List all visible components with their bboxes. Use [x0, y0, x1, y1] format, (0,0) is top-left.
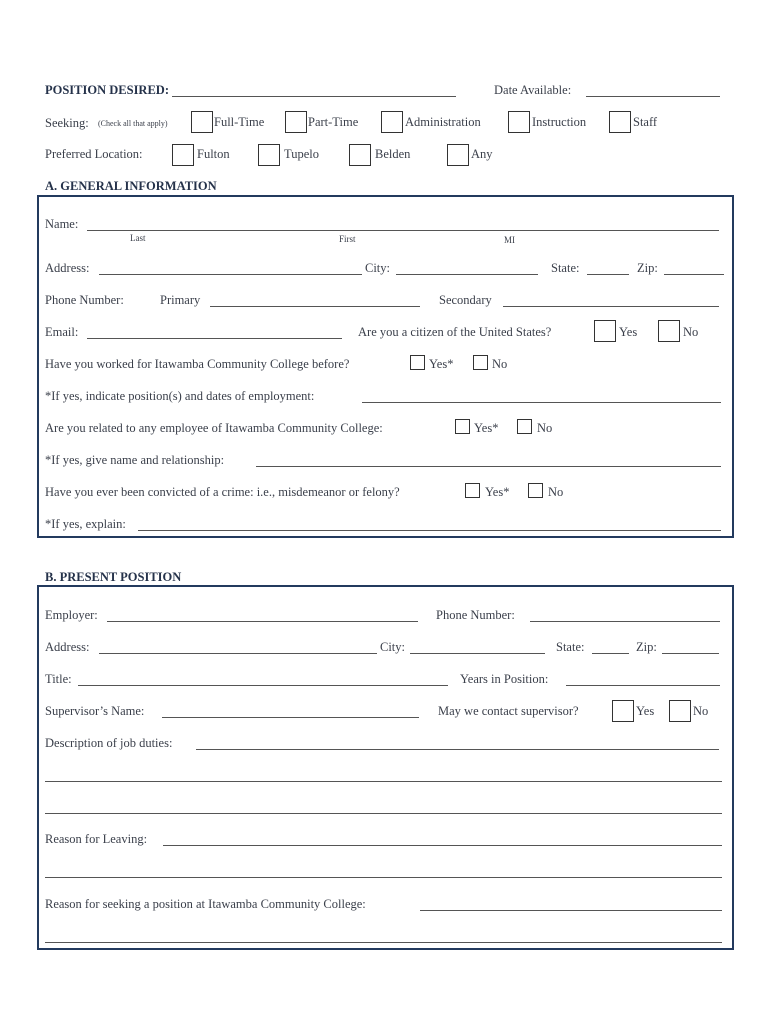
employer-address-field[interactable]: [99, 653, 377, 654]
full-time-checkbox[interactable]: [191, 111, 213, 133]
address-label: Address:: [45, 261, 90, 275]
city-field[interactable]: [396, 274, 538, 275]
primary-phone-field[interactable]: [210, 306, 420, 307]
reason-leaving-field-1[interactable]: [163, 845, 722, 846]
employer-field[interactable]: [107, 621, 418, 622]
any-checkbox[interactable]: [447, 144, 469, 166]
related-no-checkbox[interactable]: [517, 419, 532, 434]
job-duties-field-1[interactable]: [196, 749, 719, 750]
name-first-caption: First: [339, 234, 356, 244]
zip-field[interactable]: [664, 274, 724, 275]
name-mi-caption: MI: [504, 235, 515, 245]
name-last-caption: Last: [130, 233, 146, 243]
employer-zip-field[interactable]: [662, 653, 719, 654]
employer-state-label: State:: [556, 640, 585, 654]
contact-yes-label: Yes: [636, 704, 655, 718]
related-yes-checkbox[interactable]: [455, 419, 470, 434]
contact-no-checkbox[interactable]: [669, 700, 691, 722]
check-all-note: (Check all that apply): [98, 119, 168, 128]
staff-checkbox[interactable]: [609, 111, 631, 133]
any-label: Any: [471, 147, 493, 161]
employer-city-label: City:: [380, 640, 406, 654]
supervisor-name-label: Supervisor’s Name:: [45, 704, 145, 718]
crime-if-yes-label: *If yes, explain:: [45, 517, 126, 531]
city-label: City:: [365, 261, 391, 275]
fulton-label: Fulton: [197, 147, 230, 161]
crime-yes-checkbox[interactable]: [465, 483, 480, 498]
supervisor-name-field[interactable]: [162, 717, 419, 718]
tupelo-checkbox[interactable]: [258, 144, 280, 166]
general-info-heading: A. GENERAL INFORMATION: [45, 179, 217, 193]
employer-city-field[interactable]: [410, 653, 545, 654]
part-time-checkbox[interactable]: [285, 111, 307, 133]
employer-phone-label: Phone Number:: [436, 608, 515, 622]
employer-phone-field[interactable]: [530, 621, 720, 622]
crime-no-checkbox[interactable]: [528, 483, 543, 498]
citizen-no-checkbox[interactable]: [658, 320, 680, 342]
reason-leaving-field-2[interactable]: [45, 877, 722, 878]
tupelo-label: Tupelo: [284, 147, 319, 161]
administration-label: Administration: [405, 115, 481, 129]
related-question: Are you related to any employee of Itawamba Community College:: [45, 421, 383, 435]
related-yes-label: Yes*: [474, 421, 499, 435]
reason-seeking-field-2[interactable]: [45, 942, 722, 943]
related-no-label: No: [537, 421, 553, 435]
years-in-position-label: Years in Position:: [460, 672, 549, 686]
instruction-checkbox[interactable]: [508, 111, 530, 133]
worked-yes-checkbox[interactable]: [410, 355, 425, 370]
full-time-label: Full-Time: [214, 115, 265, 129]
worked-no-checkbox[interactable]: [473, 355, 488, 370]
contact-supervisor-question: May we contact supervisor?: [438, 704, 579, 718]
phone-number-label: Phone Number:: [45, 293, 124, 307]
employer-address-label: Address:: [45, 640, 90, 654]
citizen-no-label: No: [683, 325, 699, 339]
reason-leaving-label: Reason for Leaving:: [45, 832, 148, 846]
contact-yes-checkbox[interactable]: [612, 700, 634, 722]
date-available-field[interactable]: [586, 96, 720, 97]
worked-if-yes-label: *If yes, indicate position(s) and dates of employment:: [45, 389, 315, 403]
belden-label: Belden: [375, 147, 411, 161]
position-desired-field[interactable]: [172, 96, 456, 97]
reason-seeking-field-1[interactable]: [420, 910, 722, 911]
worked-if-yes-field[interactable]: [362, 402, 721, 403]
preferred-location-label: Preferred Location:: [45, 147, 143, 161]
citizen-yes-checkbox[interactable]: [594, 320, 616, 342]
contact-no-label: No: [693, 704, 709, 718]
job-duties-field-3[interactable]: [45, 813, 722, 814]
job-duties-field-2[interactable]: [45, 781, 722, 782]
date-available-label: Date Available:: [494, 83, 572, 97]
secondary-label: Secondary: [439, 293, 492, 307]
reason-seeking-label: Reason for seeking a position at Itawamba Community College:: [45, 897, 366, 911]
crime-yes-label: Yes*: [485, 485, 510, 499]
worked-no-label: No: [492, 357, 508, 371]
staff-label: Staff: [633, 115, 658, 129]
job-duties-label: Description of job duties:: [45, 736, 173, 750]
state-label: State:: [551, 261, 580, 275]
related-if-yes-field[interactable]: [256, 466, 721, 467]
name-label: Name:: [45, 217, 79, 231]
fulton-checkbox[interactable]: [172, 144, 194, 166]
state-field[interactable]: [587, 274, 629, 275]
worked-before-question: Have you worked for Itawamba Community College before?: [45, 357, 350, 371]
zip-label: Zip:: [637, 261, 658, 275]
email-field[interactable]: [87, 338, 342, 339]
worked-yes-label: Yes*: [429, 357, 454, 371]
secondary-phone-field[interactable]: [503, 306, 719, 307]
part-time-label: Part-Time: [308, 115, 359, 129]
citizen-question: Are you a citizen of the United States?: [358, 325, 552, 339]
email-label: Email:: [45, 325, 79, 339]
crime-question: Have you ever been convicted of a crime: i.e., misdemeanor or felony?: [45, 485, 400, 499]
employer-label: Employer:: [45, 608, 98, 622]
related-if-yes-label: *If yes, give name and relationship:: [45, 453, 225, 467]
primary-label: Primary: [160, 293, 201, 307]
position-desired-label: POSITION DESIRED:: [45, 83, 169, 97]
crime-if-yes-field[interactable]: [138, 530, 721, 531]
instruction-label: Instruction: [532, 115, 587, 129]
employer-zip-label: Zip:: [636, 640, 657, 654]
title-label: Title:: [45, 672, 72, 686]
administration-checkbox[interactable]: [381, 111, 403, 133]
years-in-position-field[interactable]: [566, 685, 720, 686]
address-field[interactable]: [99, 274, 362, 275]
employer-state-field[interactable]: [592, 653, 629, 654]
name-field[interactable]: [87, 230, 719, 231]
seeking-label: Seeking:: [45, 116, 89, 130]
title-field[interactable]: [78, 685, 448, 686]
present-position-heading: B. PRESENT POSITION: [45, 570, 182, 584]
crime-no-label: No: [548, 485, 564, 499]
citizen-yes-label: Yes: [619, 325, 638, 339]
belden-checkbox[interactable]: [349, 144, 371, 166]
